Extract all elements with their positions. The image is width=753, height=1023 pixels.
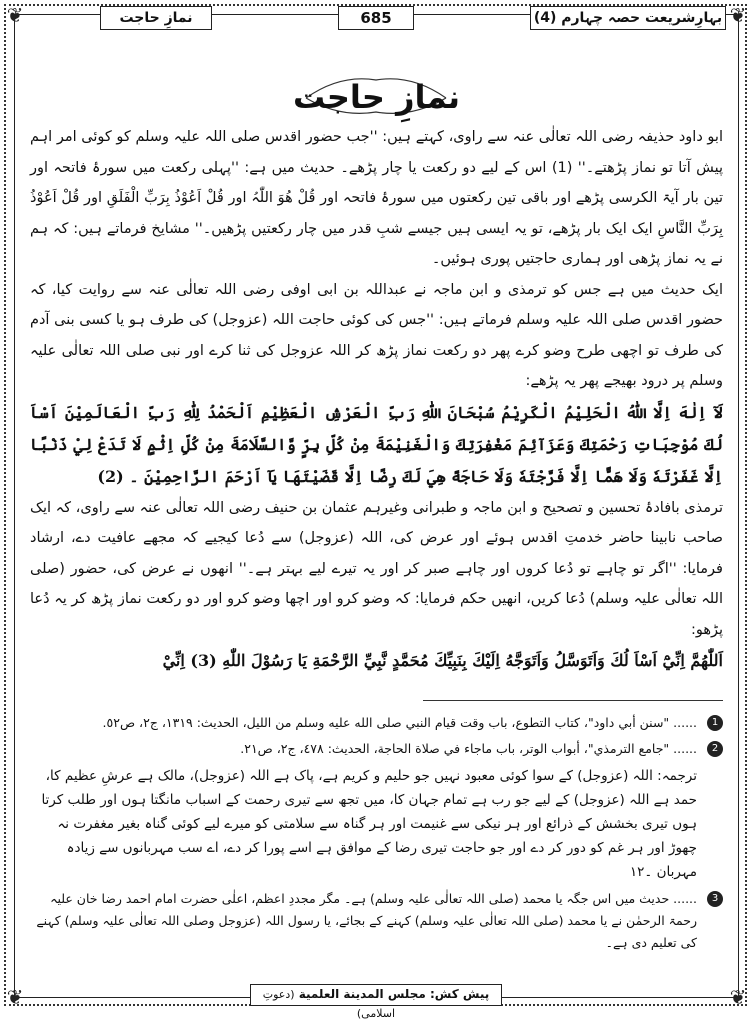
footnote [30, 712, 723, 734]
footnote [30, 738, 723, 760]
footer-publisher [250, 984, 502, 1020]
footnote-text: ترجمہ: اللہ (عزوجل) کے سوا کوئی معبود نہیں جو حلیم و کریم ہے، پاک ہے اللہ (عزوجل)، مالک ہے عرشِ عظیم کا، حمد ہے اللہ (عزوجل) کے لیے جو رب ہے تمام جہان کا، میں تجھ سے تیری رحمت کے اسباب مانگتا ہوں اور طلب کرتا ہوں تیری بخشش کے ذرائع اور ہر نیکی سے غنیمت اور ہر گناہ سے سلامتی کو میرے لیے کوئی گناہ بغیر مغفرت نہ چھوڑ اور ہر غم کو دور کر دے اور جو حاجت تیری رضا کے موافق ہے اسے پورا کر دے، اے سب مہربانوں سے زیادہ مہربان ۔۱۲ [41, 768, 697, 880]
footnote-number: 3 [707, 891, 723, 907]
header-book-title: بہارِشریعت حصہ چہارم (4) [530, 6, 726, 30]
page-title: نمازِ حاجت [292, 78, 461, 116]
paragraph: ابو داود حذیفہ رضی اللہ تعالٰی عنہ سے راوی، کہتے ہیں: ''جب حضور اقدس صلی اللہ علیہ وسلم کو کوئی امر اہم پیش آتا تو نماز پڑھتے۔'' (1) اس کے لیے دو رکعت یا چار پڑھے۔ حدیث میں ہے: ''پہلی رکعت میں سورۂ فاتحہ اور تین بار آیۃ الکرسی پڑھے اور باقی تین رکعتوں میں سورۂ فاتحہ اور قُلْ ھُوَ اللّٰہُ اور قُلْ اَعُوْذُ بِرَبِّ الْفَلَقِ اور قُلْ اَعُوْذُ بِرَبِّ النَّاسِ ایک ایک بار پڑھے، تو یہ ایسی ہیں جیسے شبِ قدر میں چار رکعتیں پڑھیں۔'' مشایخ فرماتے ہیں: کہ ہم نے یہ نماز پڑھی اور ہماری حاجتیں پوری ہوئیں۔ [30, 129, 723, 267]
paragraph: ایک حدیث میں ہے جس کو ترمذی و ابن ماجہ نے عبداللہ بن ابی اوفی رضی اللہ تعالٰی عنہ سے روایت کیا، کہ حضور اقدس صلی اللہ علیہ وسلم فرماتے ہیں: ''جس کی کوئی حاجت اللہ (عزوجل) کی طرف ہو یا کسی بنی آدم کی طرف تو اچھی طرح وضو کرے پھر دو رکعت نماز پڑھ کر اللہ عزوجل کی ثنا کرے اور نبی صلی اللہ تعالٰی علیہ وسلم پر درود بھیجے پھر یہ پڑھے: [30, 281, 723, 389]
corner-ornament-icon: ❦ [729, 985, 747, 1009]
footnote-translation [30, 764, 723, 884]
footnote-divider [423, 700, 723, 701]
footnote [30, 888, 723, 954]
footer-publisher-name: مجلس المدينة العلمية [298, 987, 426, 1001]
footnote-text: ...... "جامع الترمذي"، أبواب الوتر، باب ماجاء في صلاة الحاجة، الحديث: ٤٧٨، ج٢، ص٢١. [240, 741, 697, 756]
corner-ornament-icon: ❦ [6, 985, 24, 1009]
footnote-text: ...... "سنن أبي داود"، كتاب التطوع، باب وقت قيام النبي صلى الله عليه وسلم من الليل، الحديث: ١٣١٩، ج٢، ص٥٢. [102, 715, 697, 730]
footnote-number: 1 [707, 715, 723, 731]
footnote-text: ...... حدیث میں اس جگہ یا محمد (صلی اللہ تعالٰی علیہ وسلم) ہے۔ مگر مجددِ اعظم، اعلٰی حضرت امام احمد رضا خان علیہ رحمۃ الرحمٰن نے یا محمد (صلی اللہ تعالٰی علیہ وسلم) کہنے کے بجائے، یا رسول اللہ (عزوجل وصلی اللہ تعالٰی علیہ وسلم) کہنے کی تعلیم دی ہے۔ [36, 891, 697, 950]
arabic-dua: لَآ اِلٰهَ اِلَّا اللّٰهُ الْحَلِيْمُ الْكَرِيْمُ سُبْحَانَ اللّٰهِ رَبِّ الْعَرْشِ الْعَظِيْمِ اَلْحَمْدُ لِلّٰهِ رَبِّ الْعَالَمِيْنَ اَسْاَ لُكَ مُوْجِبَاتِ رَحْمَتِكَ وَعَزَآئِمَ مَغْفِرَتِكَ وَالْغَنِيْمَةَ مِنْ كُلِّ بِرٍّ وَّالسَّلَامَةَ مِنْ كُلِّ اِثْمٍ لَا تَدَعْ لِيْ ذَنْبًا اِلَّا غَفَرْتَهٗ وَلَا هَمًّا اِلَّا فَرَّجْتَهٗ وَلَا حَاجَةً هِيَ لَكَ رِضًا اِلَّا قَضَيْتَهَا يَآ اَرْحَمَ الرَّاحِمِيْنَ ۔ (2) [30, 402, 723, 486]
corner-ornament-icon: ❦ [729, 3, 747, 27]
paragraph: ترمذی بافادۂ تحسین و تصحیح و ابن ماجہ و طبرانی وغیرہم عثمان بن حنیف رضی اللہ تعالٰی عنہ سے راوی، کہ ایک صاحب نابینا حاضر خدمتِ اقدس ہوئے اور عرض کی، اللہ (عزوجل) سے دُعا کیجیے کہ مجھے عافیت دے، ارشاد فرمایا: ''اگر تو چاہے تو دُعا کروں اور چاہے صبر کر اور یہ تیرے لیے بہتر ہے۔'' انھوں نے عرض کی، حضور (صلی اللہ تعالٰی علیہ وسلم) دُعا کریں، انھیں حکم فرمایا: کہ وضو کرو اور اچھا وضو کرو اور دو رکعت نماز پڑھ کر یہ دُعا پڑھو: [30, 499, 723, 638]
footnote-number: 2 [707, 741, 723, 757]
header-section-title: نمازِ حاجت [100, 6, 212, 30]
arabic-dua: اَللّٰهُمَّ اِنِّيْٓ اَسْاَ لُكَ وَاَتَوَسَّلُ وَاَتَوَجَّهُ اِلَيْكَ بِنَبِيِّكَ مُحَمَّدٍ نَّبِيِّ الرَّحْمَةِ يَا رَسُوْلَ اللّٰهِ (3) اِنِّيْ [162, 651, 723, 670]
footnotes [30, 712, 723, 958]
page-number: 685 [338, 6, 414, 30]
corner-ornament-icon: ❦ [6, 3, 24, 27]
footer-org: (دعوتِ اسلامی) [262, 988, 396, 1020]
main-content [30, 122, 723, 677]
footer-label: پیش کش: [429, 987, 490, 1001]
